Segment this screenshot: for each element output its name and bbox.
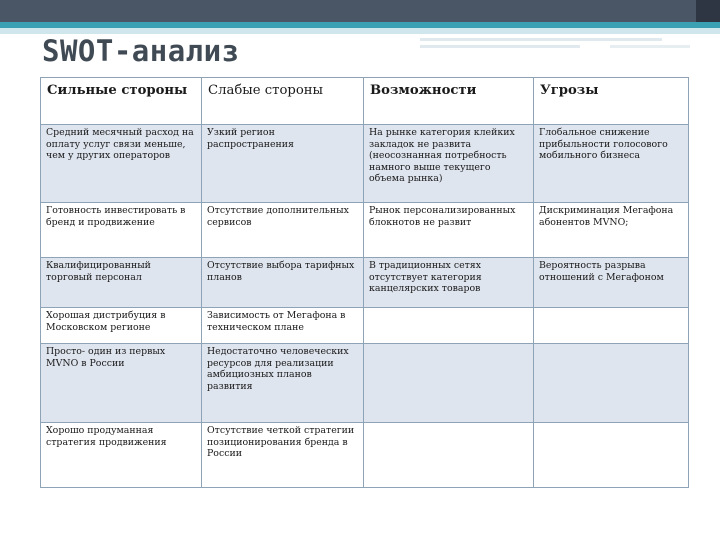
table-cell: В традиционных сетях отсутствует категория канцелярских товаров — [364, 258, 534, 308]
header-weaknesses: Слабые стороны — [202, 78, 364, 125]
top-decor-band — [0, 0, 720, 22]
table-cell: Отсутствие четкой стратегии позиционирования бренда в России — [202, 423, 364, 488]
table-cell: На рынке категория клейких закладок не развита (неосознанная потребность намного выше текущего объема рынка) — [364, 125, 534, 203]
top-decor-corner — [696, 0, 720, 22]
table-cell: Квалифицированный торговый персонал — [41, 258, 202, 308]
table-cell: Глобальное снижение прибыльности голосового мобильного бизнеса — [534, 125, 689, 203]
header-row — [41, 78, 689, 125]
swot-table — [40, 77, 689, 488]
table-cell: Зависимость от Мегафона в техническом плане — [202, 308, 364, 344]
table-cell: Отсутствие дополнительных сервисов — [202, 203, 364, 258]
table-cell — [534, 308, 689, 344]
table-cell: Просто- один из первых MVNO в России — [41, 344, 202, 423]
table-row — [41, 258, 689, 308]
table-row — [41, 344, 689, 423]
table-cell: Хорошая дистрибуция в Московском регионе — [41, 308, 202, 344]
table-cell: Дискриминация Мегафона абонентов MVNO; — [534, 203, 689, 258]
page-title: SWOT-анализ — [42, 34, 240, 68]
table-cell — [534, 423, 689, 488]
table-row — [41, 423, 689, 488]
table-row — [41, 203, 689, 258]
table-cell: Хорошо продуманная стратегия продвижения — [41, 423, 202, 488]
header-opportunities: Возможности — [364, 78, 534, 125]
table-cell — [364, 423, 534, 488]
decor-line — [610, 45, 690, 48]
header-strengths: Сильные стороны — [41, 78, 202, 125]
table-cell — [364, 308, 534, 344]
table-cell: Средний месячный расход на оплату услуг связи меньше, чем у других операторов — [41, 125, 202, 203]
decor-line — [420, 45, 580, 48]
table-cell: Недостаточно человеческих ресурсов для реализации амбициозных планов развития — [202, 344, 364, 423]
table-row — [41, 308, 689, 344]
table-cell — [364, 344, 534, 423]
header-threats: Угрозы — [534, 78, 689, 125]
table-cell: Рынок персонализированных блокнотов не развит — [364, 203, 534, 258]
decor-line — [420, 38, 662, 41]
table-cell: Вероятность разрыва отношений с Мегафоном — [534, 258, 689, 308]
table-cell: Отсутствие выбора тарифных планов — [202, 258, 364, 308]
table-cell: Готовность инвестировать в бренд и продвижение — [41, 203, 202, 258]
table-row — [41, 125, 689, 203]
table-cell: Узкий регион распространения — [202, 125, 364, 203]
table-cell — [534, 344, 689, 423]
